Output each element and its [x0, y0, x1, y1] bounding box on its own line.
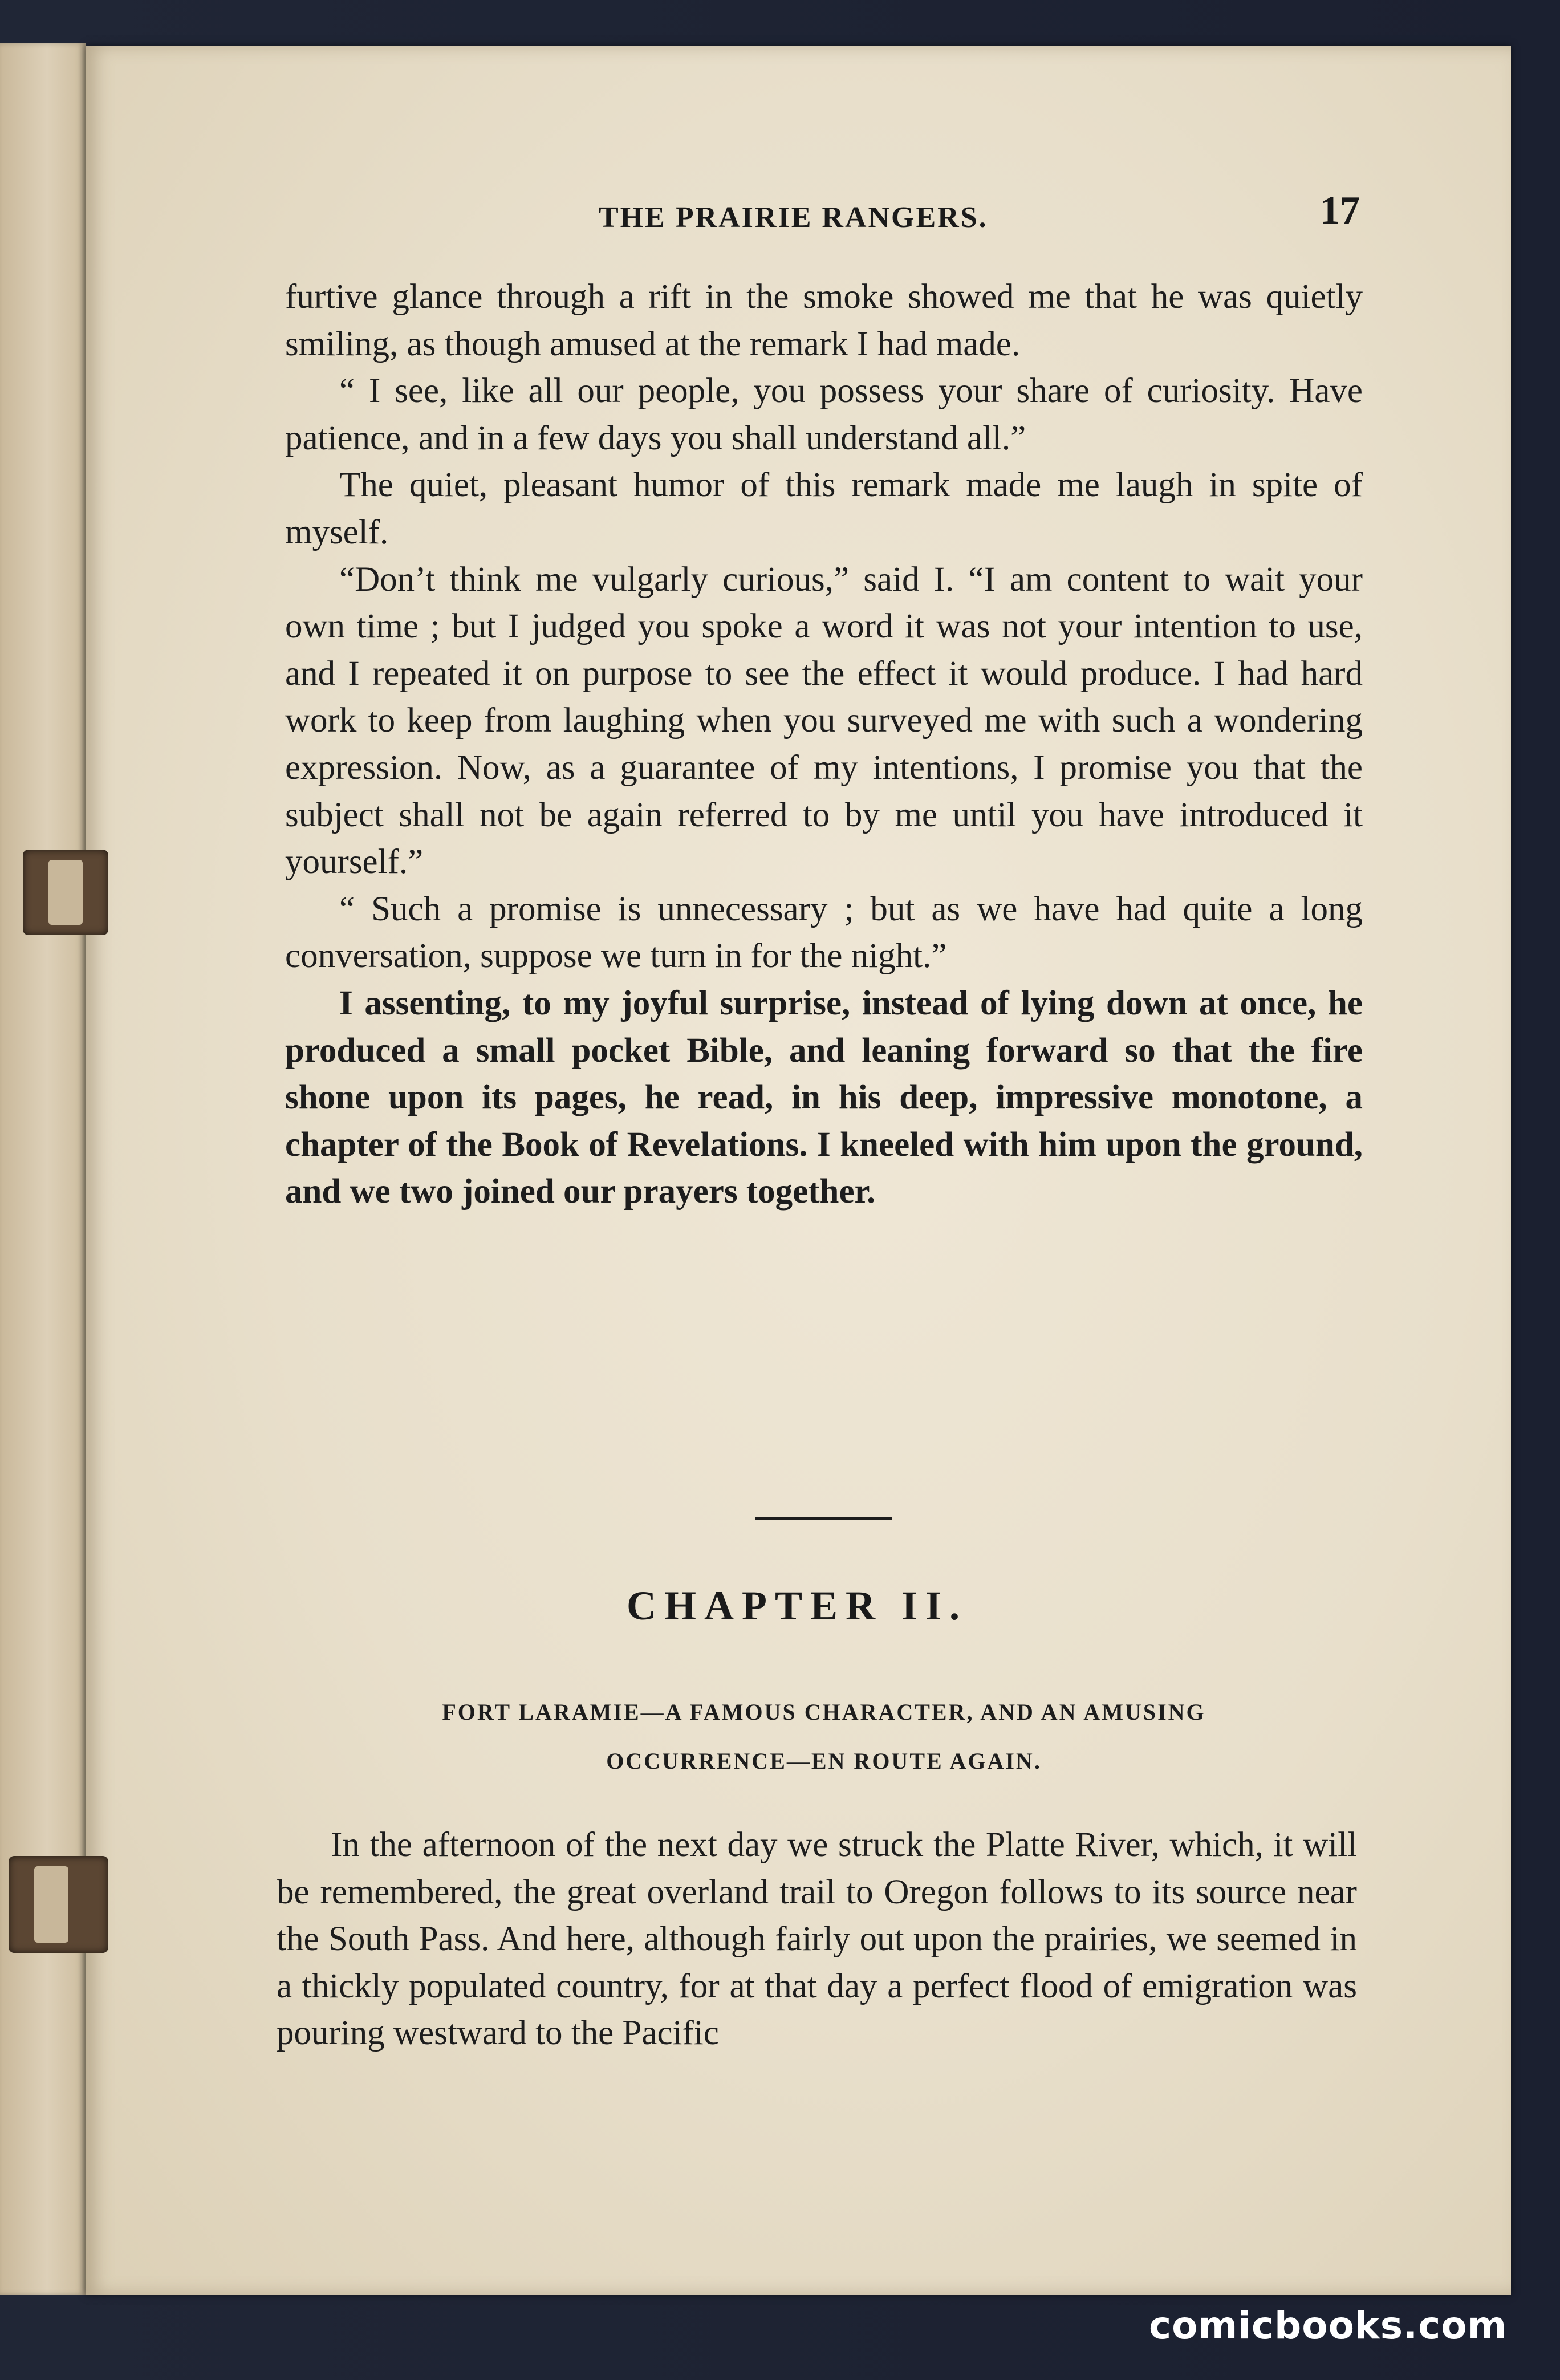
paragraph: The quiet, pleasant humor of this remark made me laugh in spite of myself. — [285, 466, 1363, 551]
chapter-summary-line: FORT LARAMIE—A FAMOUS CHARACTER, AND AN AMUSING — [442, 1699, 1206, 1725]
paragraph: furtive glance through a rift in the smoke showed me that he was quietly smiling, as though amused at the remark I had made. — [285, 278, 1363, 363]
staple-top-icon — [23, 850, 108, 935]
left-page-edge — [0, 43, 86, 2295]
paragraph: “Don’t think me vulgarly curious,” said I. “I am content to wait your own time ; but I judged you spoke a word it was not your intention to use, and I repeated it on purpose to see the effect it would produce. I had hard work to keep from laughing when you surveyed me with such a wondering expression. Now, as a guarantee of my intentions, I promise you that the subject shall not be again referred to by me until you have introduced it yourself.” — [285, 560, 1363, 882]
paragraph: “ I see, like all our people, you possess your share of curiosity. Have patience, and in a few days you shall understand all.” — [285, 372, 1363, 457]
watermark-logo: comicbooks.com — [1149, 2304, 1508, 2347]
chapter-summary-line: OCCURRENCE—EN ROUTE AGAIN. — [606, 1748, 1042, 1774]
chapter-summary — [296, 1688, 1351, 1786]
chapter-divider-rule — [755, 1517, 892, 1520]
chapter-body-text — [277, 1822, 1357, 2057]
paragraph: In the afternoon of the next day we struck the Platte River, which, it will be remembered, the great overland trail to Oregon follows to its source near the South Pass. And here, although fairly out upon the prairies, we seemed in a thickly populated country, for at that day a perfect flood of emigration was pouring westward to the Pacific — [277, 1826, 1357, 2053]
paragraph: “ Such a promise is unnecessary ; but as we have had quite a long conversation, suppose we turn in for the night.” — [285, 890, 1363, 976]
staple-bottom-icon — [9, 1856, 108, 1953]
running-head: THE PRAIRIE RANGERS. — [599, 201, 988, 234]
page-number: 17 — [1320, 189, 1360, 233]
chapter-title: CHAPTER II. — [626, 1583, 968, 1628]
body-text — [285, 274, 1363, 1216]
paragraph: I assenting, to my joyful surprise, instead of lying down at once, he produced a small pocket Bible, and leaning forward so that the fire shone upon its pages, he read, in his deep, impressive monotone, a chapter of the Book of Revelations. I kneeled with him upon the ground, and we two joined our prayers together. — [285, 984, 1363, 1211]
